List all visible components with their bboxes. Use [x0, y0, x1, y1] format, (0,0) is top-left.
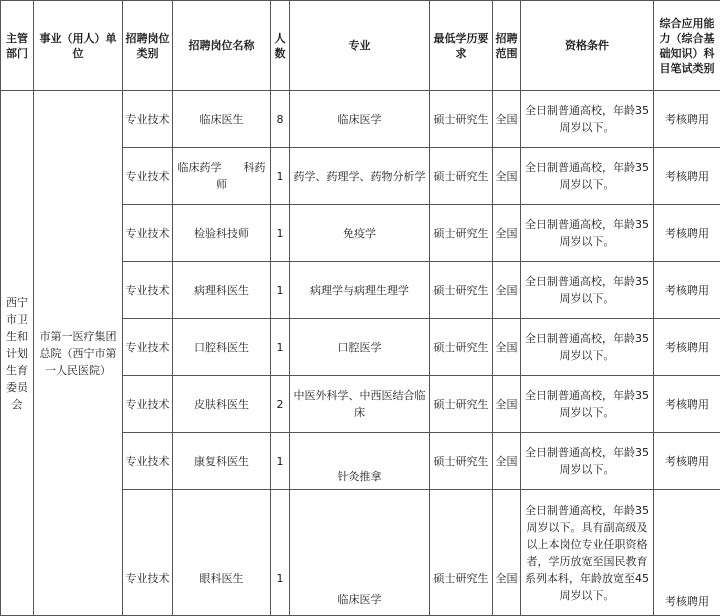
- major-cell: 口腔医学: [290, 319, 430, 376]
- major-cell: 临床医学: [290, 490, 430, 616]
- scope-cell: 全国: [493, 376, 521, 433]
- exam-type-cell: 考核聘用: [654, 262, 720, 319]
- unit-cell: 市第一医疗集团总院（西宁市第一人民医院）: [34, 91, 123, 616]
- edu-cell: 硕士研究生: [430, 91, 493, 148]
- exam-type-cell: 考核聘用: [654, 91, 720, 148]
- exam-type-cell: 考核聘用: [654, 490, 720, 616]
- count-cell: 1: [271, 433, 290, 490]
- header-row: [1, 1, 720, 91]
- edu-cell: 硕士研究生: [430, 205, 493, 262]
- post-type-cell: 专业技术: [123, 433, 173, 490]
- post-name-cell: 眼科医生: [173, 490, 271, 616]
- requirements-cell: 全日制普通高校，年龄35周岁以下。具有副高级及以上本岗位专业任职资格者，学历放宽至国民教育系列本科，年龄放宽至45周岁以下。: [521, 490, 654, 616]
- exam-type-cell: 考核聘用: [654, 376, 720, 433]
- scope-cell: 全国: [493, 490, 521, 616]
- exam-type-cell: 考核聘用: [654, 205, 720, 262]
- requirements-cell: 全日制普通高校，年龄35周岁以下。: [521, 205, 654, 262]
- requirements-cell: 全日制普通高校，年龄35周岁以下。: [521, 376, 654, 433]
- edu-cell: 硕士研究生: [430, 376, 493, 433]
- header-exam-type: 综合应用能力（综合基础知识）科目笔试类别: [654, 1, 720, 91]
- count-cell: 1: [271, 319, 290, 376]
- count-cell: 1: [271, 262, 290, 319]
- exam-type-cell: 考核聘用: [654, 148, 720, 205]
- major-cell: 免疫学: [290, 205, 430, 262]
- requirements-cell: 全日制普通高校，年龄35周岁以下。: [521, 91, 654, 148]
- header-scope: 招聘范围: [493, 1, 521, 91]
- count-cell: 1: [271, 490, 290, 616]
- edu-cell: 硕士研究生: [430, 148, 493, 205]
- post-type-cell: 专业技术: [123, 262, 173, 319]
- post-name-cell: 临床医生: [173, 91, 271, 148]
- post-name-cell: 皮肤科医生: [173, 376, 271, 433]
- scope-cell: 全国: [493, 262, 521, 319]
- header-post-name: 招聘岗位名称: [173, 1, 271, 91]
- major-cell: 病理学与病理生理学: [290, 262, 430, 319]
- header-edu: 最低学历要求: [430, 1, 493, 91]
- post-type-cell: 专业技术: [123, 319, 173, 376]
- post-type-cell: 专业技术: [123, 148, 173, 205]
- count-cell: 1: [271, 205, 290, 262]
- edu-cell: 硕士研究生: [430, 319, 493, 376]
- post-type-cell: 专业技术: [123, 490, 173, 616]
- exam-type-cell: 考核聘用: [654, 319, 720, 376]
- header-post-type: 招聘岗位类别: [123, 1, 173, 91]
- post-name-cell: 康复科医生: [173, 433, 271, 490]
- scope-cell: 全国: [493, 148, 521, 205]
- header-major: 专业: [290, 1, 430, 91]
- major-cell: 临床医学: [290, 91, 430, 148]
- dept-cell: 西宁市卫生和计划生育委员会: [1, 91, 34, 616]
- header-count: 人数: [271, 1, 290, 91]
- requirements-cell: 全日制普通高校，年龄35周岁以下。: [521, 262, 654, 319]
- scope-cell: 全国: [493, 433, 521, 490]
- header-unit: 事业（用人）单位: [34, 1, 123, 91]
- header-requirements: 资格条件: [521, 1, 654, 91]
- table-row: [1, 91, 720, 148]
- count-cell: 2: [271, 376, 290, 433]
- post-name-cell: 检验科技师: [173, 205, 271, 262]
- post-type-cell: 专业技术: [123, 205, 173, 262]
- scope-cell: 全国: [493, 319, 521, 376]
- major-cell: 针灸推拿: [290, 433, 430, 490]
- scope-cell: 全国: [493, 205, 521, 262]
- post-type-cell: 专业技术: [123, 91, 173, 148]
- post-type-cell: 专业技术: [123, 376, 173, 433]
- scope-cell: 全国: [493, 91, 521, 148]
- requirements-cell: 全日制普通高校，年龄35周岁以下。: [521, 319, 654, 376]
- exam-type-cell: 考核聘用: [654, 433, 720, 490]
- post-name-cell: 病理科医生: [173, 262, 271, 319]
- major-cell: 药学、药理学、药物分析学: [290, 148, 430, 205]
- edu-cell: 硕士研究生: [430, 433, 493, 490]
- count-cell: 1: [271, 148, 290, 205]
- post-name-cell: 口腔科医生: [173, 319, 271, 376]
- edu-cell: 硕士研究生: [430, 490, 493, 616]
- requirements-cell: 全日制普通高校，年龄35周岁以下。: [521, 148, 654, 205]
- requirements-cell: 全日制普通高校，年龄35周岁以下。: [521, 433, 654, 490]
- edu-cell: 硕士研究生: [430, 262, 493, 319]
- header-dept: 主管部门: [1, 1, 34, 91]
- major-cell: 中医外科学、中西医结合临床: [290, 376, 430, 433]
- count-cell: 8: [271, 91, 290, 148]
- post-name-cell: 临床药学 科药师: [173, 148, 271, 205]
